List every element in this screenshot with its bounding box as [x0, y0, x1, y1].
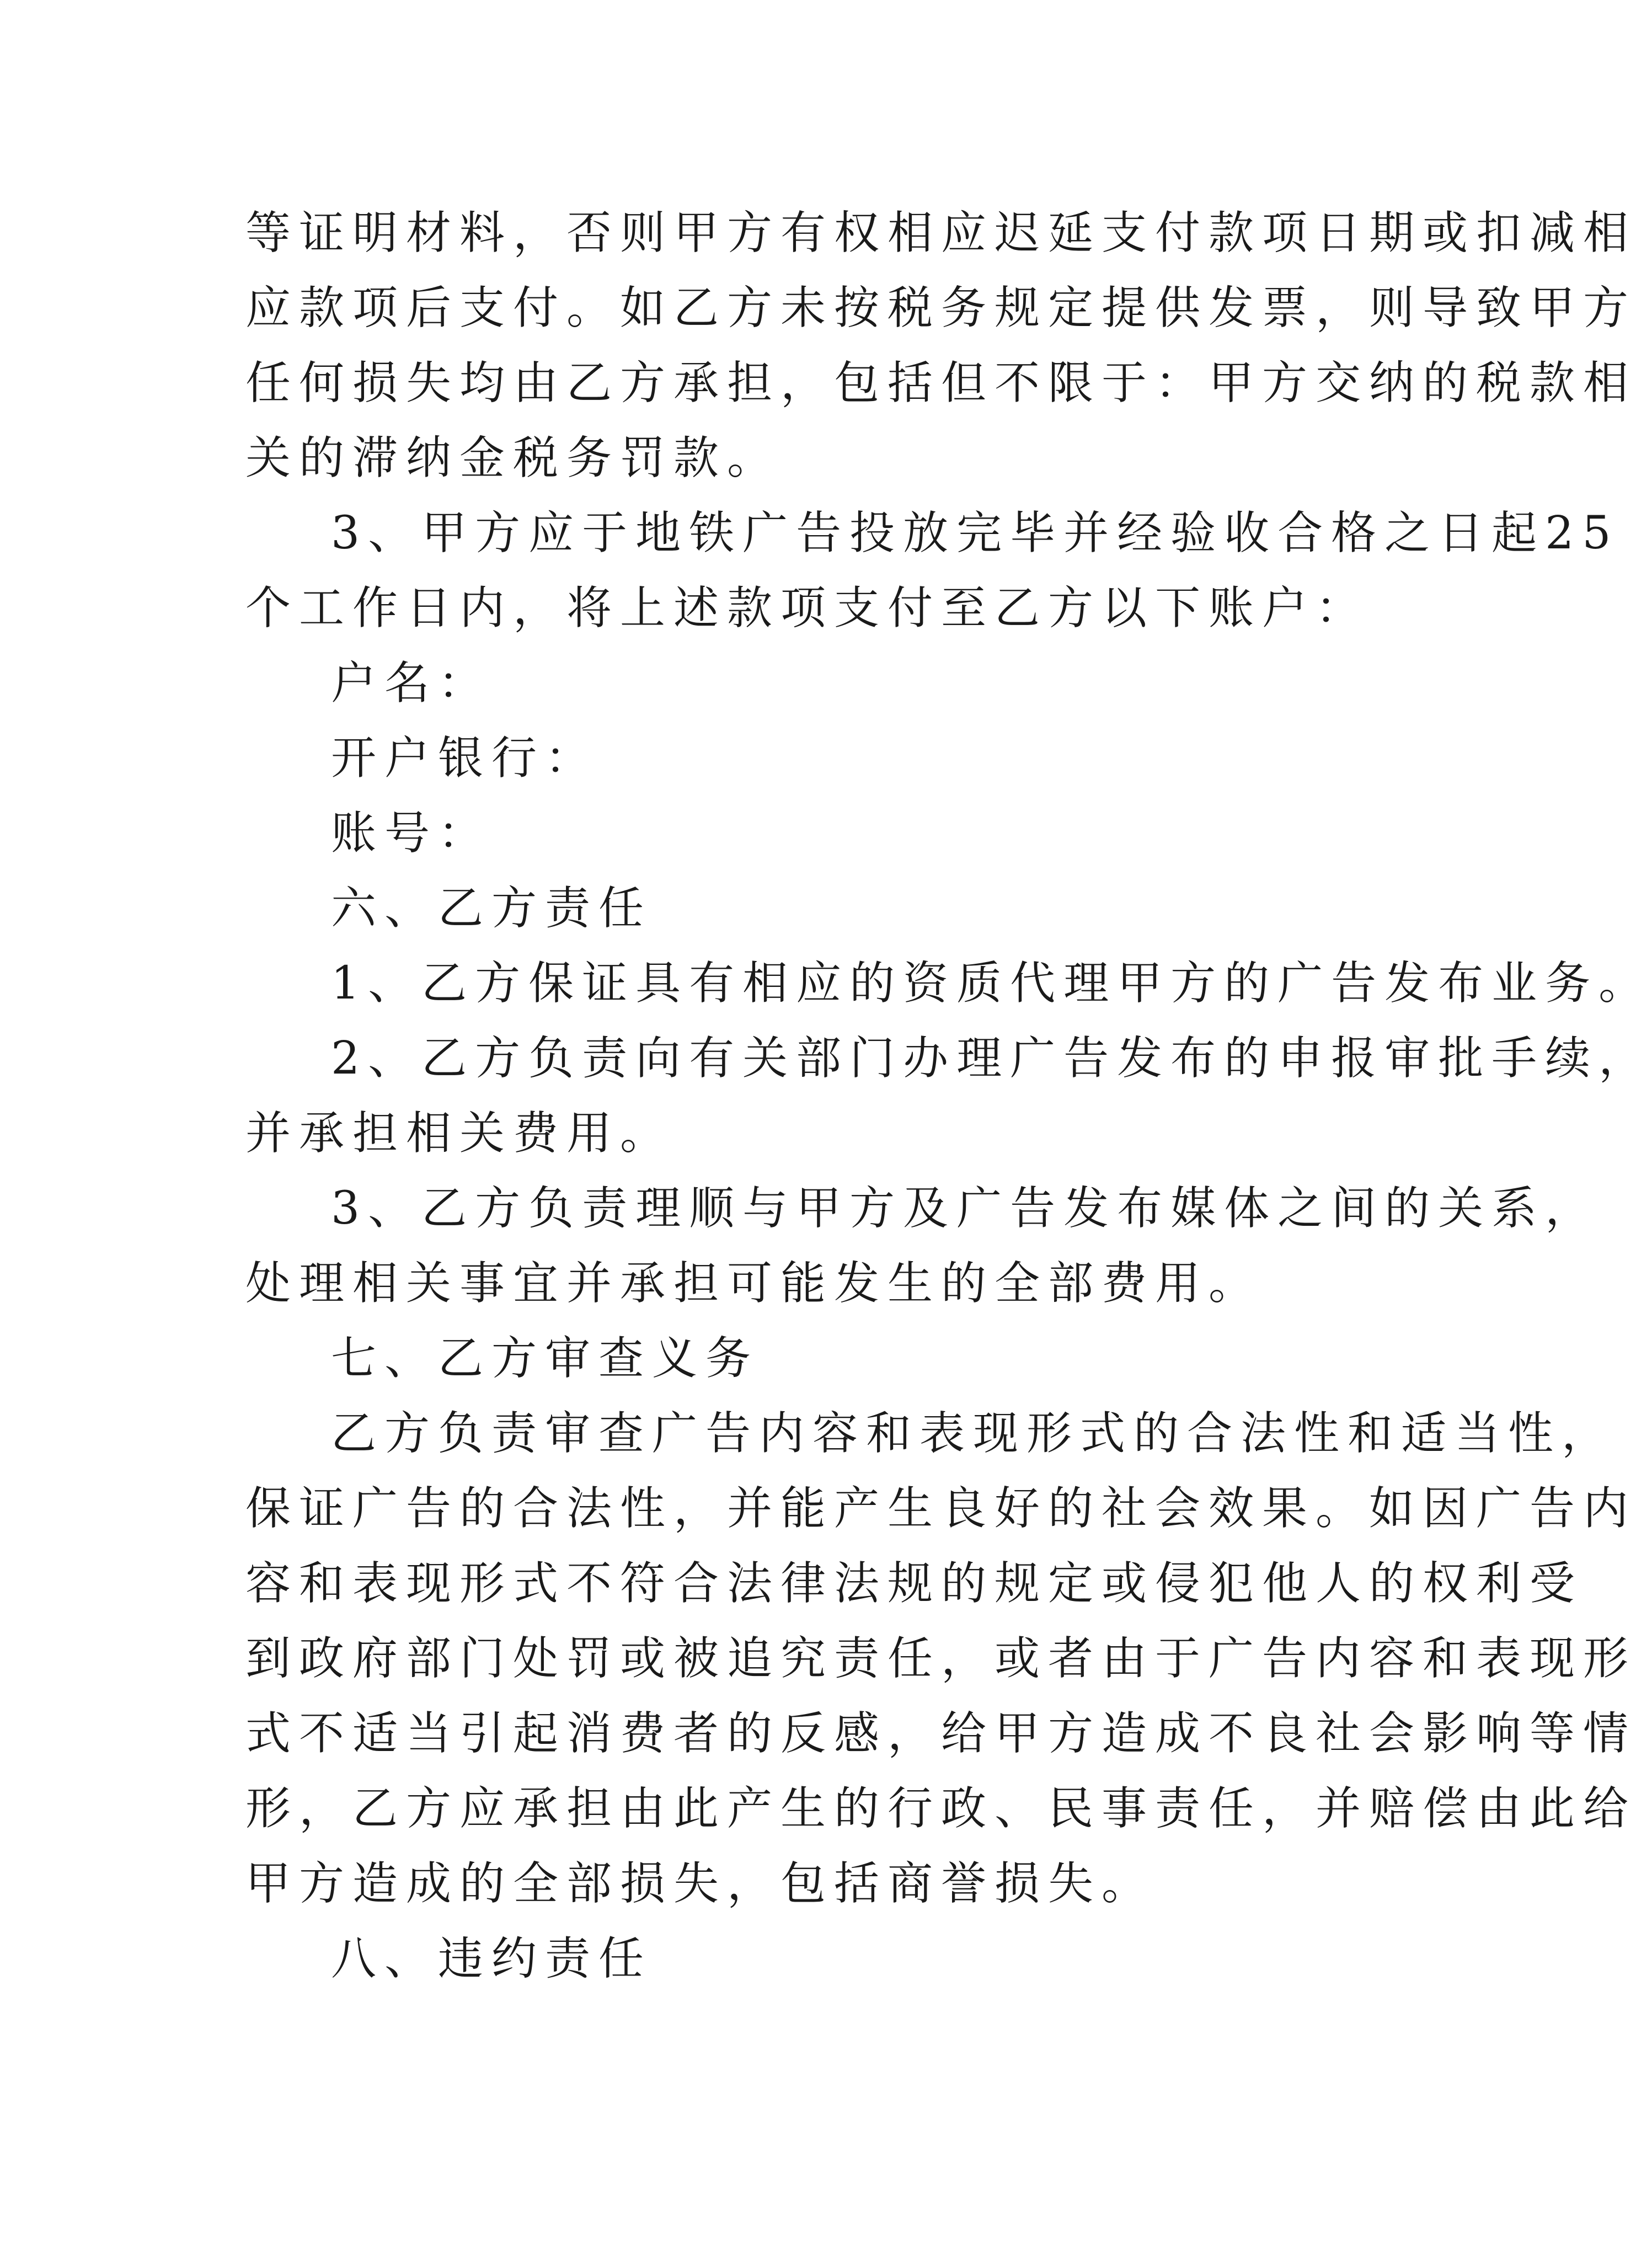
text-line: 形，乙方应承担由此产生的行政、民事责任，并赔偿由此给 — [245, 1782, 1637, 1835]
section-heading: 六、乙方责任 — [331, 882, 653, 935]
text-line: 开户银行： — [331, 732, 599, 784]
text-line: 式不适当引起消费者的反感，给甲方造成不良社会影响等情 — [245, 1707, 1637, 1760]
text-line: 账号： — [331, 807, 492, 860]
text-line: 3、乙方负责理顺与甲方及广告发布媒体之间的关系， — [331, 1182, 1599, 1235]
text-line: 个工作日内，将上述款项支付至乙方以下账户： — [245, 582, 1370, 634]
text-line: 处理相关事宜并承担可能发生的全部费用。 — [245, 1257, 1263, 1310]
text-line: 任何损失均由乙方承担，包括但不限于：甲方交纳的税款相 — [245, 357, 1637, 409]
section-heading: 八、违约责任 — [331, 1933, 653, 1985]
text-line: 2、乙方负责向有关部门办理广告发布的申报审批手续， — [331, 1032, 1652, 1085]
text-line: 应款项后支付。如乙方未按税务规定提供发票，则导致甲方 — [245, 282, 1637, 334]
text-line: 容和表现形式不符合法律法规的规定或侵犯他人的权利受 — [245, 1557, 1584, 1610]
text-line: 等证明材料，否则甲方有权相应迟延支付款项日期或扣减相 — [245, 207, 1637, 259]
text-line: 保证广告的合法性，并能产生良好的社会效果。如因广告内 — [245, 1482, 1637, 1535]
text-line: 关的滞纳金税务罚款。 — [245, 432, 781, 484]
text-line: 1、乙方保证具有相应的资质代理甲方的广告发布业务。 — [331, 957, 1652, 1010]
text-line: 并承担相关费用。 — [245, 1107, 674, 1160]
text-line: 乙方负责审查广告内容和表现形式的合法性和适当性， — [331, 1407, 1616, 1460]
text-line: 甲方造成的全部损失，包括商誉损失。 — [245, 1857, 1156, 1910]
text-line: 到政府部门处罚或被追究责任，或者由于广告内容和表现形 — [245, 1632, 1637, 1685]
text-line: 3、甲方应于地铁广告投放完毕并经验收合格之日起25 — [331, 507, 1619, 559]
text-line: 户名： — [331, 657, 492, 709]
section-heading: 七、乙方审查义务 — [331, 1332, 760, 1385]
